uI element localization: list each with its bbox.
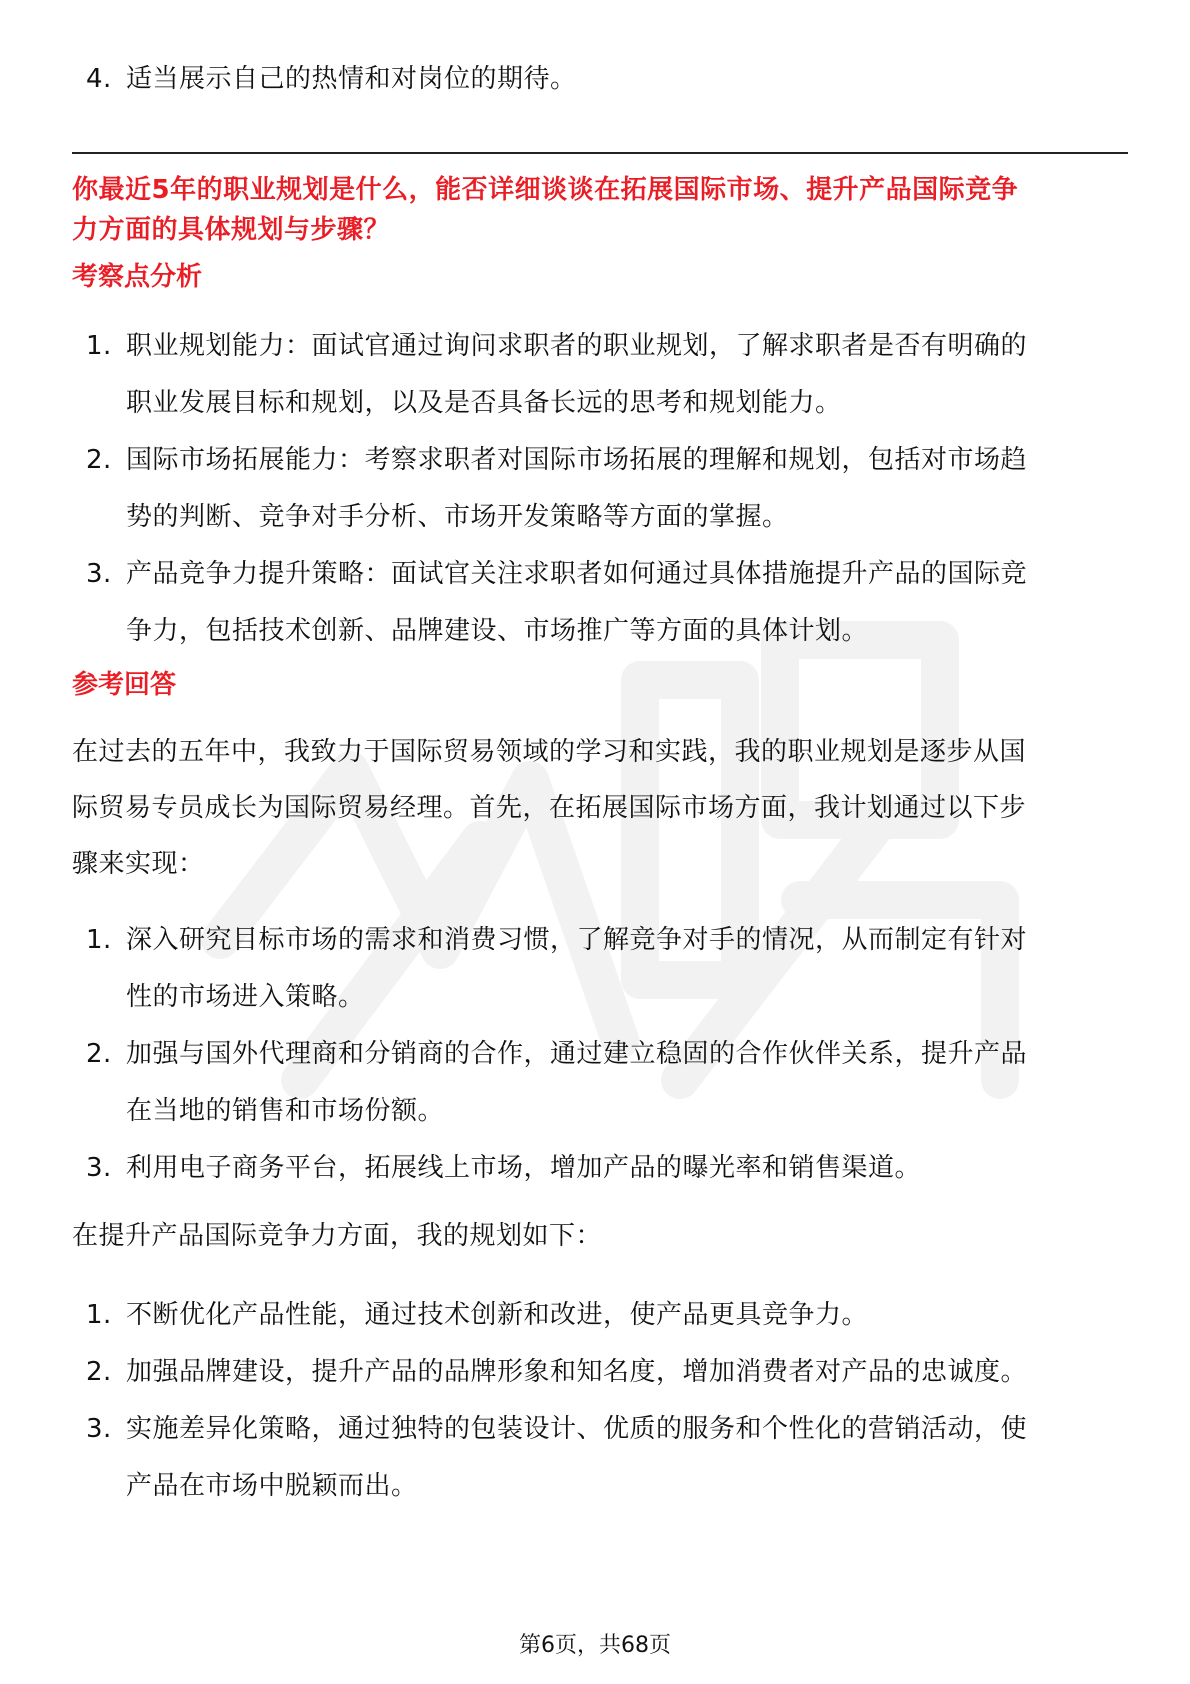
list-item-text: 适当展示自己的热情和对岗位的期待。 bbox=[126, 64, 577, 94]
list-number: 3. bbox=[86, 1414, 112, 1444]
list-item bbox=[72, 51, 1182, 108]
list-item bbox=[72, 432, 1128, 546]
product-intro: 在提升产品国际竞争力方面，我的规划如下： bbox=[72, 1221, 603, 1251]
paragraph-line: 在过去的五年中，我致力于国际贸易领域的学习和实践，我的职业规划是逐步从国 bbox=[72, 737, 1027, 767]
list-number: 4. bbox=[86, 64, 112, 94]
product-steps-list bbox=[72, 1287, 1128, 1515]
list-item-line: 产品在市场中脱颖而出。 bbox=[126, 1471, 418, 1501]
paragraph-line: 际贸易专员成长为国际贸易经理。首先，在拓展国际市场方面，我计划通过以下步 bbox=[72, 793, 1027, 823]
list-item-line: 性的市场进入策略。 bbox=[126, 982, 365, 1012]
list-item bbox=[72, 546, 1128, 660]
list-number: 3. bbox=[86, 1153, 112, 1183]
list-item-line: 势的判断、竞争对手分析、市场开发策略等方面的掌握。 bbox=[126, 502, 789, 532]
list-item-line: 加强与国外代理商和分销商的合作，通过建立稳固的合作伙伴关系，提升产品 bbox=[126, 1039, 1028, 1069]
list-item-line: 实施差异化策略，通过独特的包装设计、优质的服务和个性化的营销活动，使 bbox=[126, 1414, 1028, 1444]
list-item-line: 深入研究目标市场的需求和消费习惯，了解竞争对手的情况，从而制定有针对 bbox=[126, 925, 1028, 955]
list-number: 1. bbox=[86, 331, 112, 361]
analysis-list bbox=[72, 318, 1128, 660]
list-item bbox=[72, 1401, 1128, 1515]
list-item-line: 职业发展目标和规划，以及是否具备长远的思考和规划能力。 bbox=[126, 388, 842, 418]
list-item-line: 职业规划能力：面试官通过询问求职者的职业规划，了解求职者是否有明确的 bbox=[126, 331, 1028, 361]
list-item bbox=[72, 1287, 1128, 1344]
list-number: 3. bbox=[86, 559, 112, 589]
section-divider bbox=[72, 152, 1128, 154]
list-number: 2. bbox=[86, 1039, 112, 1069]
list-item-line: 争力，包括技术创新、品牌建设、市场推广等方面的具体计划。 bbox=[126, 616, 869, 646]
list-item bbox=[72, 912, 1128, 1026]
list-number: 1. bbox=[86, 925, 112, 955]
market-steps-list bbox=[72, 912, 1128, 1197]
list-item bbox=[72, 1344, 1128, 1401]
list-item bbox=[72, 1140, 1128, 1197]
question-line: 你最近5年的职业规划是什么，能否详细谈谈在拓展国际市场、提升产品国际竞争 bbox=[72, 175, 1019, 205]
list-item-line: 不断优化产品性能，通过技术创新和改进，使产品更具竞争力。 bbox=[126, 1300, 869, 1330]
list-item-line: 加强品牌建设，提升产品的品牌形象和知名度，增加消费者对产品的忠诚度。 bbox=[126, 1357, 1028, 1387]
paragraph-line: 骤来实现： bbox=[72, 849, 205, 879]
list-item bbox=[72, 1026, 1128, 1140]
question-line: 力方面的具体规划与步骤？ bbox=[72, 215, 391, 245]
analysis-heading: 考察点分析 bbox=[72, 262, 203, 292]
list-number: 1. bbox=[86, 1300, 112, 1330]
answer-heading: 参考回答 bbox=[72, 670, 177, 700]
list-item-line: 国际市场拓展能力：考察求职者对国际市场拓展的理解和规划，包括对市场趋 bbox=[126, 445, 1028, 475]
answer-intro-paragraph bbox=[72, 724, 1128, 892]
list-item-line: 产品竞争力提升策略：面试官关注求职者如何通过具体措施提升产品的国际竞 bbox=[126, 559, 1028, 589]
page-footer: 第6页，共68页 bbox=[519, 1633, 671, 1658]
list-item bbox=[72, 318, 1128, 432]
question-title bbox=[72, 170, 1128, 250]
list-number: 2. bbox=[86, 1357, 112, 1387]
list-item-line: 在当地的销售和市场份额。 bbox=[126, 1096, 445, 1126]
list-item-line: 利用电子商务平台，拓展线上市场，增加产品的曝光率和销售渠道。 bbox=[126, 1153, 922, 1183]
list-number: 2. bbox=[86, 445, 112, 475]
